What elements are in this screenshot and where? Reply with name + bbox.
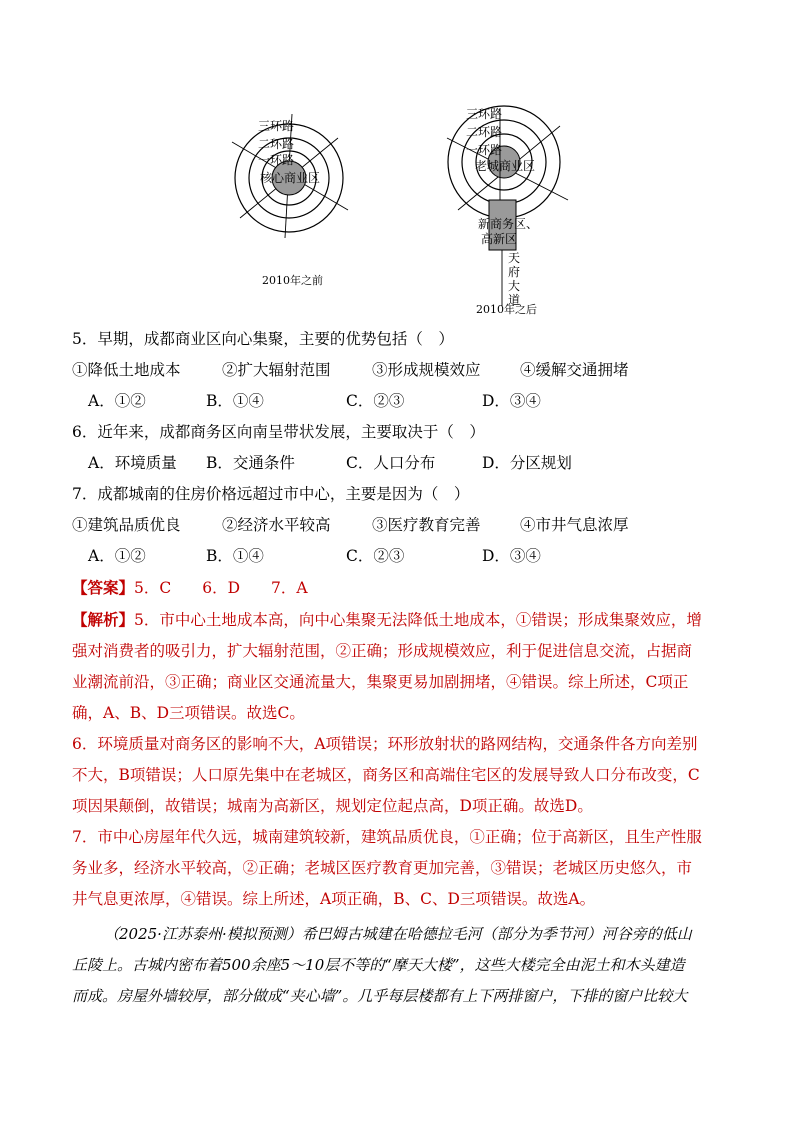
answer-line (72, 572, 732, 604)
q7-items (72, 510, 732, 541)
analysis-p5-line-3: 业潮流前沿，③正确；商业区交通流量大，集聚更易加剧拥堵，④错误。综上所述，C项正 (72, 673, 689, 691)
road-label-char-4: 道 (508, 293, 521, 307)
q5-options (72, 386, 732, 417)
right-ring-label-2: 二环路 (466, 125, 503, 139)
left-ring-label-2: 二环路 (258, 137, 295, 151)
q7-item-2: ②经济水平较高 (222, 516, 331, 534)
left-caption: 2010年之前 (262, 274, 323, 287)
q6-option-d: D．分区规划 (482, 454, 572, 472)
passage-line-2: 丘陵上。古城内密布着500余座5～10层不等的“摩天大楼”，这些大楼完全由泥土和木头建造 (72, 956, 685, 974)
q7-item-4: ④市井气息浓厚 (520, 516, 629, 534)
analysis-p5-line-4: 确，A、B、D三项错误。故选C。 (72, 704, 305, 722)
q5-item-3: ③形成规模效应 (372, 361, 481, 379)
passage-block (72, 919, 732, 1012)
q7-stem: 7．成都城南的住房价格远超过市中心，主要是因为（ ） (72, 485, 470, 503)
analysis-p7-line-1: 7．市中心房屋年代久远，城南建筑较新，建筑品质优良，①正确；位于高新区，且生产性服 (72, 828, 702, 846)
q6-option-b: B．交通条件 (206, 454, 295, 472)
right-ring-label-3: 三环路 (466, 107, 503, 121)
analysis-block (72, 604, 732, 915)
q5-option-b: B．①④ (206, 392, 264, 410)
q6-option-c: C．人口分布 (346, 454, 436, 472)
q7-item-1: ①建筑品质优良 (72, 516, 181, 534)
q5-option-d: D．③④ (482, 392, 541, 410)
q5-item-2: ②扩大辐射范围 (222, 361, 331, 379)
road-label-char-3: 大 (508, 279, 521, 293)
q5-item-4: ④缓解交通拥堵 (520, 361, 629, 379)
left-center-label: 核心商业区 (260, 171, 321, 185)
q5-option-a: A．①② (88, 392, 146, 410)
right-south-label-1: 新商务区、 (478, 217, 539, 231)
analysis-p7-line-2: 务业多，经济水平较高，②正确；老城区医疗教育更加完善，③错误；老城区历史悠久，市 (72, 859, 693, 877)
q6-option-a: A．环境质量 (88, 454, 177, 472)
answer-text: 5．C 6．D 7．A (134, 579, 308, 597)
q6-stem: 6．近年来，成都商务区向南呈带状发展，主要取决于（ ） (72, 423, 485, 441)
right-caption: 2010年之后 (476, 303, 537, 316)
right-south-label-2: 高新区 (481, 232, 518, 246)
left-ring-label-1: 一环路 (258, 153, 295, 167)
q5-items (72, 355, 732, 386)
analysis-p6-line-2: 不大，B项错误；人口原先集中在老城区，商务区和高端住宅区的发展导致人口分布改变，C (72, 766, 700, 784)
analysis-p6-line-3: 项因果颠倒，故错误；城南为高新区，规划定位起点高，D项正确。故选D。 (72, 797, 593, 815)
q7-item-3: ③医疗教育完善 (372, 516, 481, 534)
q7-option-b: B．①④ (206, 547, 264, 565)
left-ring-label-3: 三环路 (258, 119, 295, 133)
q5-option-c: C．②③ (346, 392, 405, 410)
right-diagram (447, 106, 568, 316)
left-diagram (232, 114, 348, 287)
q6-options (72, 448, 732, 479)
analysis-label: 【解析】 (72, 610, 135, 629)
right-ring-label-1: 一环路 (466, 143, 503, 157)
analysis-p5-line-2: 强对消费者的吸引力，扩大辐射范围，②正确；形成规模效应，利于促进信息交流，占据商 (72, 642, 693, 660)
analysis-p6-line-1: 6．环境质量对商务区的影响不大，A项错误；环形放射状的路网结构，交通条件各方向差别 (72, 735, 698, 753)
q7-option-c: C．②③ (346, 547, 405, 565)
q5-stem: 5．早期，成都商业区向心集聚，主要的优势包括（ ） (72, 330, 454, 348)
q7-options (72, 541, 732, 572)
ring-road-diagram (0, 100, 794, 320)
analysis-p5-line-1 (72, 604, 732, 636)
road-label-char-2: 府 (508, 265, 521, 279)
question-content (72, 324, 732, 1012)
analysis-p7-line-3: 井气息更浓厚，④错误。综上所述，A项正确，B、C、D三项错误。故选A。 (72, 890, 596, 908)
q7-option-a: A．①② (88, 547, 146, 565)
road-label-char-1: 天 (508, 251, 521, 265)
passage-line-1: （2025·江苏泰州·模拟预测）希巴姆古城建在哈德拉毛河（部分为季节河）河谷旁的低山 (104, 925, 692, 943)
q7-option-d: D．③④ (482, 547, 541, 565)
passage-line-3: 而成。房屋外墙较厚，部分做成“夹心墙”。几乎每层楼都有上下两排窗户，下排的窗户比较大 (72, 987, 688, 1005)
analysis-p5-text-1: 5．市中心土地成本高，向中心集聚无法降低土地成本，①错误；形成集聚效应，增 (134, 611, 702, 629)
right-center-label: 老城商业区 (475, 159, 536, 173)
q5-item-1: ①降低土地成本 (72, 361, 181, 379)
answer-label: 【答案】 (72, 578, 135, 597)
